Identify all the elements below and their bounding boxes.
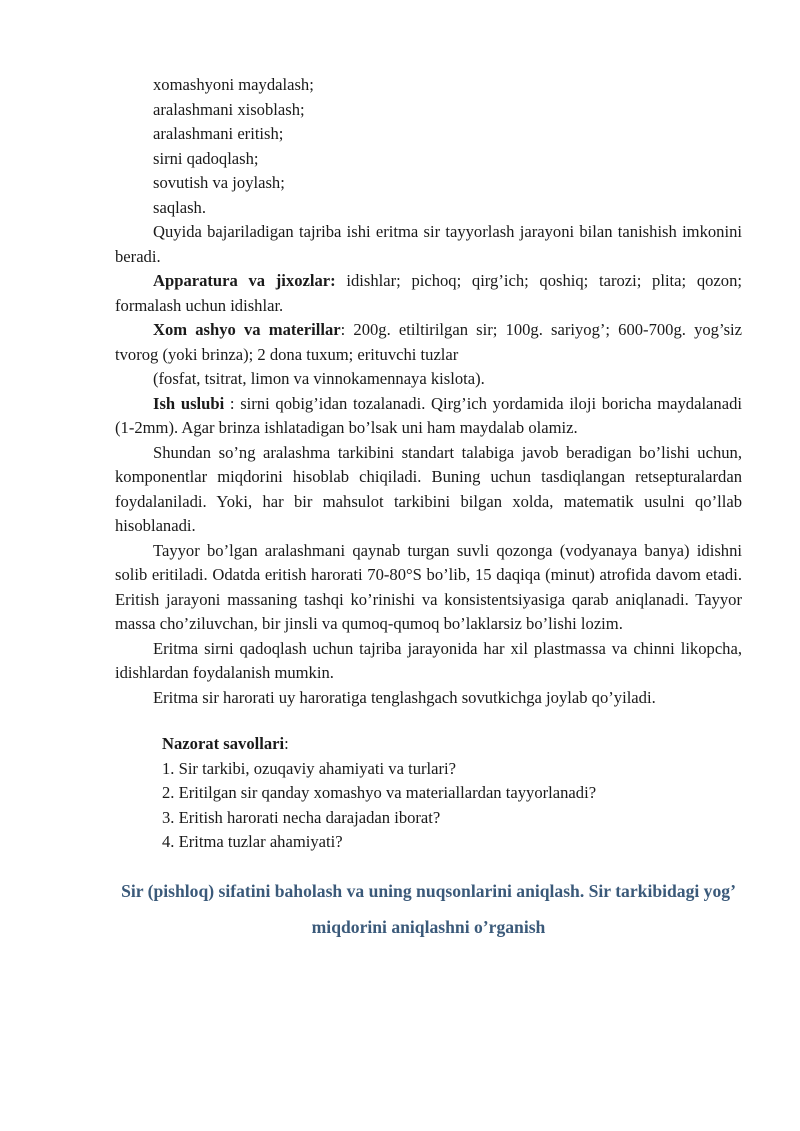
materials-extra: (fosfat, tsitrat, limon va vinnokamennaya kislota). xyxy=(153,369,485,388)
method-text: : sirni qobig’idan tozalanadi. Qirg’ich yordamida iloji boricha maydalanadi (1-2mm). Agar brinza ishlatadigan bo’lsak uni ham maydalab olamiz. xyxy=(115,393,742,437)
section-heading: Sir (pishloq) sifatini baholash va uning nuqsonlarini aniqlash. Sir tarkibidagi yog’ miqdorini aniqlashni o’rganish xyxy=(121,880,736,937)
method-paragraph xyxy=(115,392,742,441)
question-item: 4. Eritma tuzlar ahamiyati? xyxy=(162,832,343,851)
question-item: 3. Eritish harorati necha darajadan iborat? xyxy=(162,807,441,827)
steps-list xyxy=(115,73,742,220)
intro-paragraph: Quyida bajariladigan tajriba ishi eritma sir tayyorlash jarayoni bilan tanishish imkonini beradi. xyxy=(115,222,742,266)
list-item: aralashmani xisoblash; xyxy=(153,99,305,119)
page-content xyxy=(115,73,742,945)
cooling-paragraph: Eritma sir harorati uy haroratiga tenglashgach sovutkichga joylab qo’yiladi. xyxy=(153,687,656,707)
list-item: aralashmani eritish; xyxy=(153,124,284,143)
questions-title: Nazorat savollari: xyxy=(162,734,289,753)
materials-text: : 200g. etiltirilgan sir; 100g. sariyog’; 600-700g. yog’siz tvorog (yoki brinza); 2 dona tuxum; erituvchi tuzlar xyxy=(115,320,742,364)
list-item: sirni qadoqlash; xyxy=(153,148,259,168)
questions-section xyxy=(115,732,742,855)
packaging-paragraph: Eritma sirni qadoqlash uchun tajriba jarayonida har xil plastmassa va chinni likopcha, idishlardan foydalanish mumkin. xyxy=(115,638,742,682)
apparatus-text: idishlar; pichoq; qirg’ich; qoshiq; tarozi; plita; qozon; formalash uchun idishlar. xyxy=(115,271,742,315)
materials-paragraph xyxy=(115,318,742,367)
question-item: 1. Sir tarkibi, ozuqaviy ahamiyati va turlari? xyxy=(162,758,456,778)
question-item: 2. Eritilgan sir qanday xomashyo va materiallardan tayyorlanadi? xyxy=(162,783,597,802)
method-label: Ish uslubi xyxy=(153,393,225,413)
apparatus-label: Apparatura va jixozlar: xyxy=(153,271,336,290)
questions-title-text: Nazorat savollari xyxy=(162,734,285,753)
materials-label: Xom ashyo va materillar xyxy=(153,320,341,339)
calculation-paragraph: Shundan so’ng aralashma tarkibini standart talabiga javob beradigan bo’lishi uchun, komponentlar miqdorini hisoblab chiqiladi. Buning uchun tasdiqlangan retsepturalardan foydalaniladi. Yoki, har bir mahsulot tarkibini bilgan xolda, matematik usulni qo’llab hisoblanadi. xyxy=(115,442,742,535)
list-item: sovutish va joylash; xyxy=(153,173,285,192)
list-item: saqlash. xyxy=(153,197,206,217)
list-item: xomashyoni maydalash; xyxy=(153,75,314,94)
apparatus-paragraph xyxy=(115,269,742,318)
melting-paragraph: Tayyor bo’lgan aralashmani qaynab turgan suvli qozonga (vodyanaya banya) idishni solib eritiladi. Odatda eritish harorati 70-80°S bo’lib, 15 daqiqa (minut) atrofida davom etadi. Eritish jarayoni massaning tashqi ko’rinishi va konsistentsiyasiga qarab aniqlanadi. Tayyor massa cho’ziluvchan, bir jinsli va qumoq-qumoq bo’laklarsiz bo’lishi lozim. xyxy=(115,540,742,633)
